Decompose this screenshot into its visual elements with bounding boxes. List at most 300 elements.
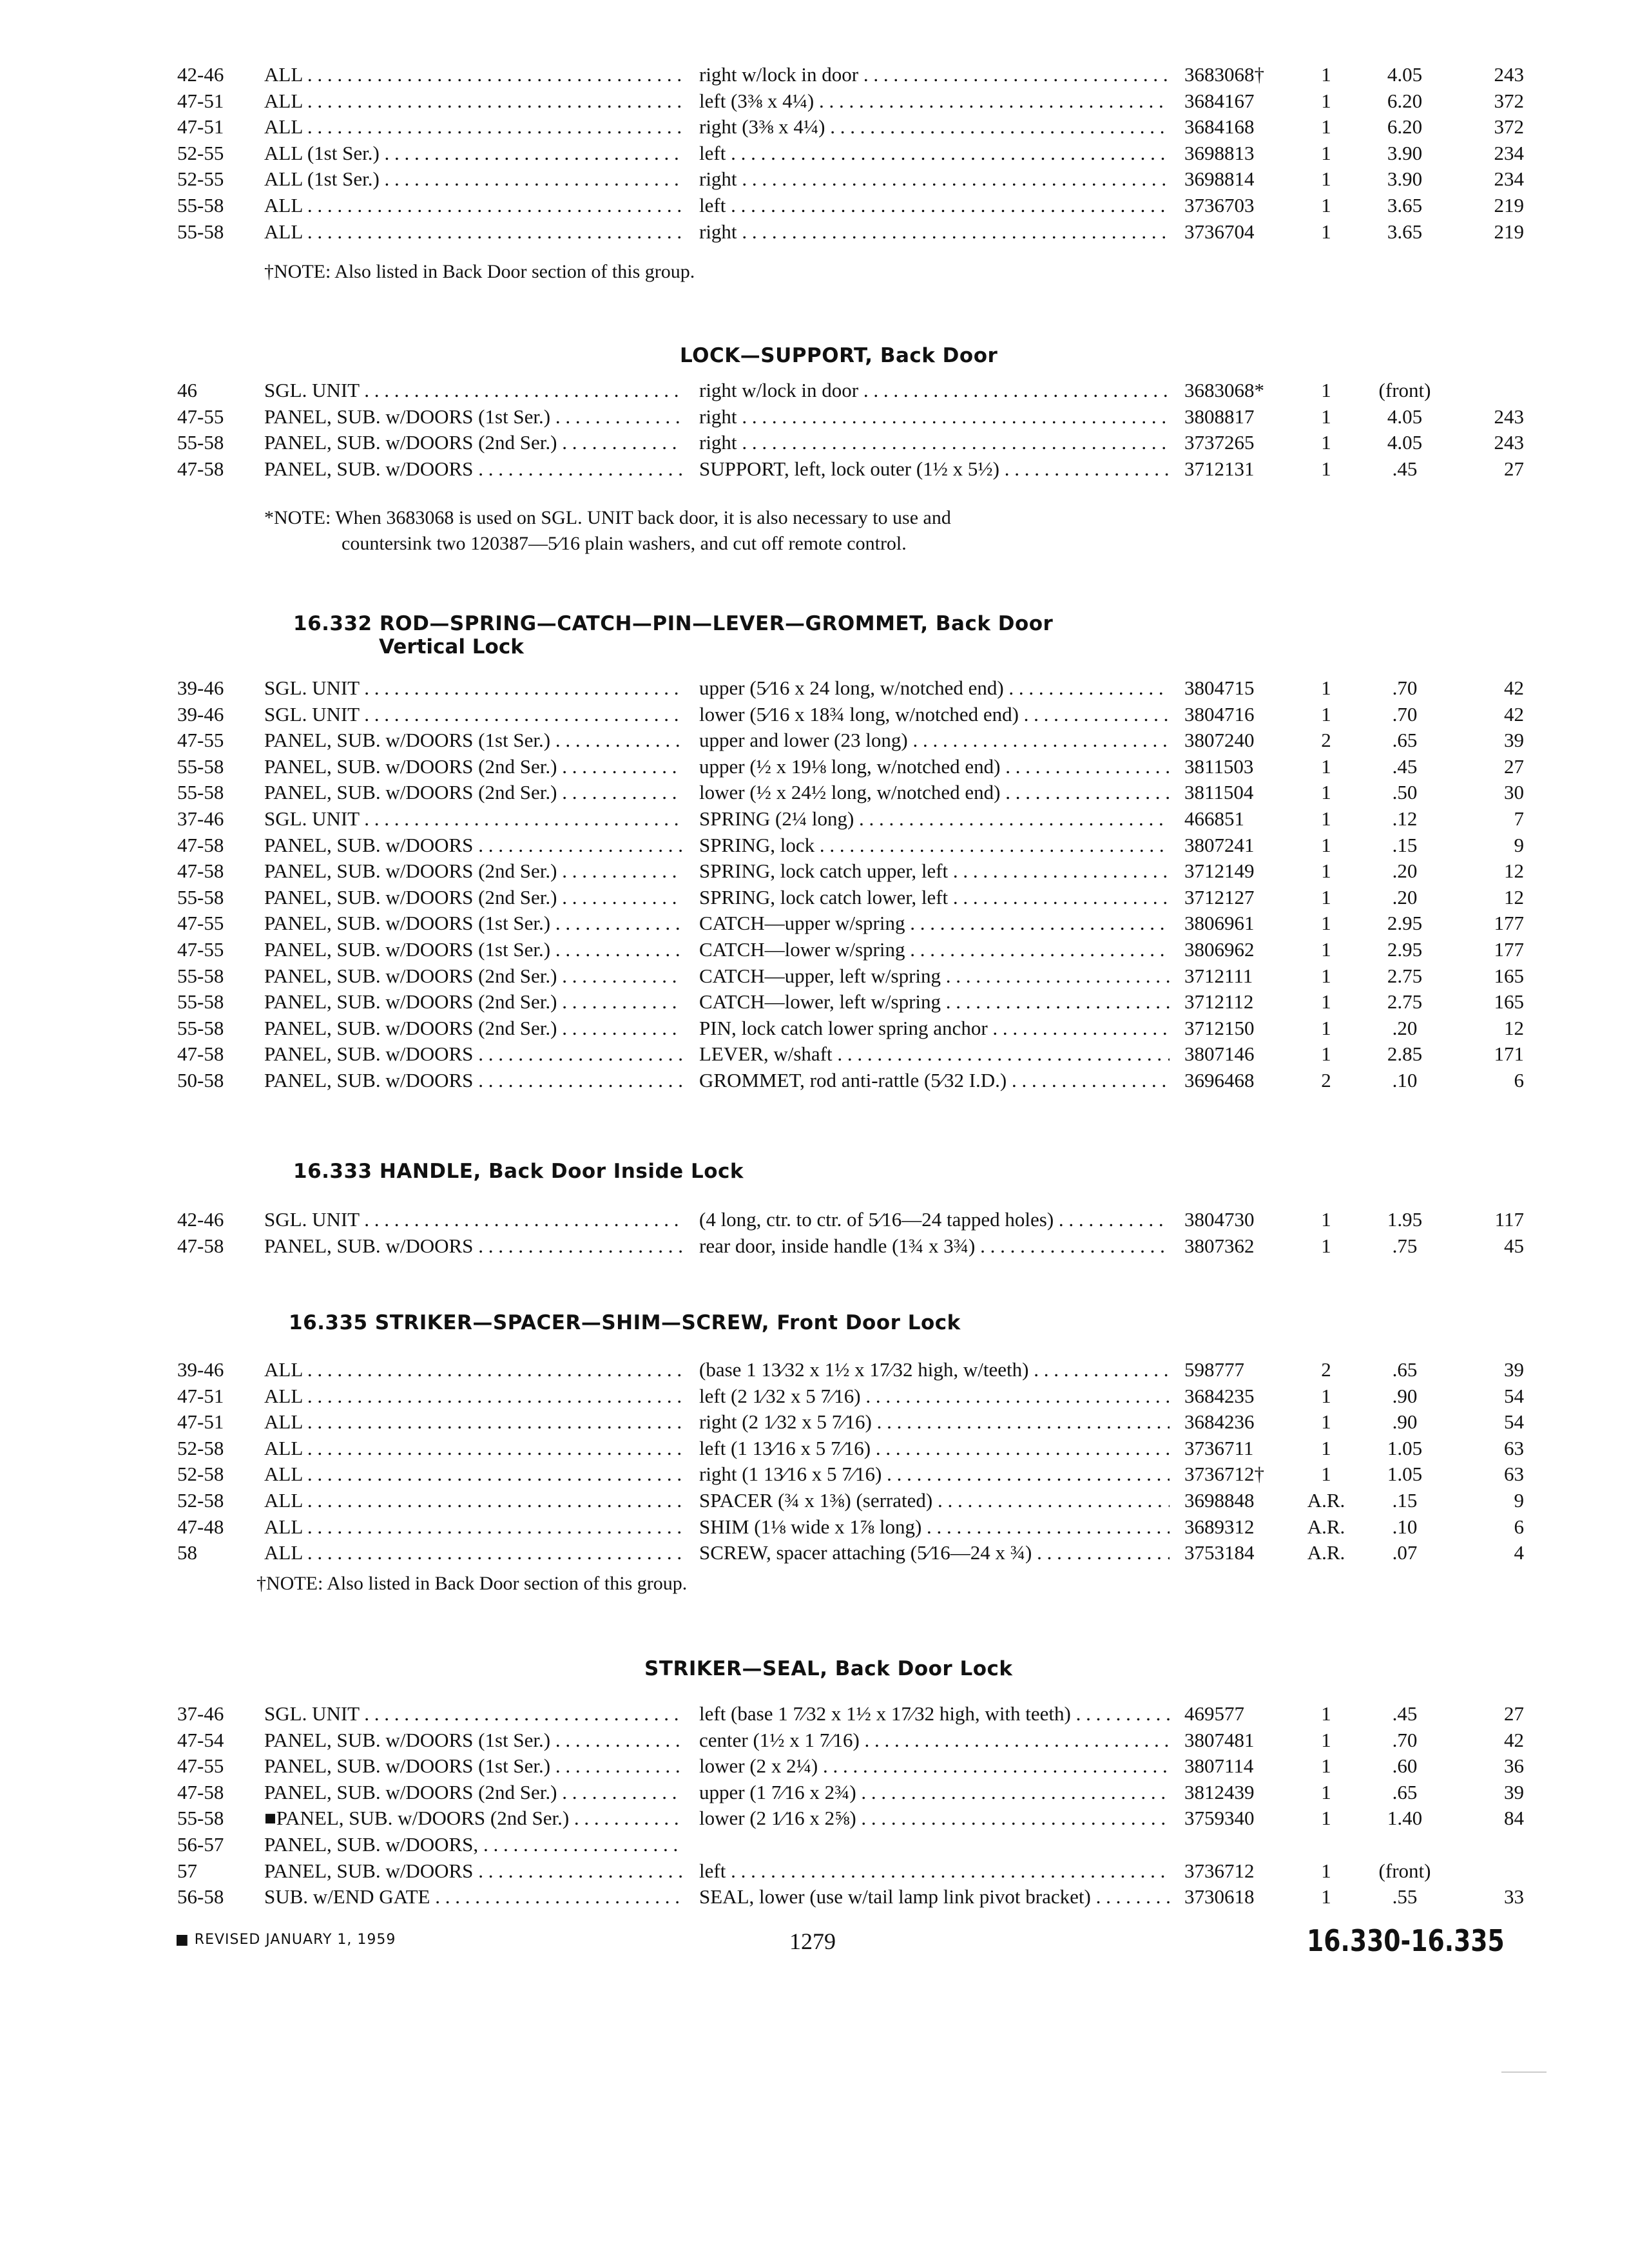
quantity-cell: A.R. [1307,1541,1345,1564]
code-cell: 27 [1504,754,1524,778]
note: †NOTE: Also listed in Back Door section of this group. [264,261,695,282]
note: *NOTE: When 3683068 is used on SGL. UNIT back door, it is also necessary to use and [264,507,951,528]
part-number-cell: 3806962 [1184,938,1255,961]
code-cell: 27 [1504,457,1524,480]
section-subheading: Vertical Lock [379,635,524,658]
code-cell: 219 [1494,194,1524,216]
table-row [0,379,1629,405]
table-row [0,912,1629,937]
description-cell: SPRING, lock catch lower, left . . . [699,886,1170,909]
table-row [0,431,1629,457]
model-cell: PANEL, SUB. w/DOORS (2nd Ser.) . . . [264,781,683,804]
table-row [0,755,1629,781]
table-row [0,807,1629,833]
year-cell: 47-48 [177,1515,224,1538]
code-cell: 372 [1494,89,1524,112]
price-cell: .65 [1392,1780,1418,1803]
code-cell: 177 [1494,938,1524,961]
table-row [0,90,1629,115]
description-cell: SPRING, lock catch upper, left . . . [699,860,1170,883]
description-cell: GROMMET, rod anti-rattle (5⁄32 I.D.) . . . [699,1069,1170,1092]
description-cell: right w/lock in door . . . [699,379,1170,402]
model-cell: ALL (1st Ser.) . . . [264,142,683,165]
model-cell: ALL . . . [264,1385,683,1408]
model-cell: SGL. UNIT . . . [264,703,683,726]
model-cell: ALL . . . [264,1489,683,1512]
year-cell: 39-46 [177,677,224,699]
price-cell: 2.75 [1387,964,1423,987]
quantity-cell: 1 [1321,938,1331,961]
part-number-cell: 3807481 [1184,1728,1255,1751]
price-cell: .65 [1392,1358,1418,1381]
table-row [0,1885,1629,1911]
year-cell: 47-51 [177,1384,224,1407]
price-cell: .20 [1392,1016,1418,1039]
description-cell: right (2 1⁄32 x 5 7⁄16) . . . [699,1410,1170,1434]
description-cell: right . . . [699,405,1170,428]
table-row [0,965,1629,990]
year-cell: 39-46 [177,702,224,726]
code-cell: 234 [1494,141,1524,164]
code-cell: 9 [1514,1489,1524,1512]
code-cell: 42 [1504,702,1524,726]
price-cell: 3.90 [1387,141,1423,164]
model-cell: PANEL, SUB. w/DOORS (1st Ser.) . . . [264,1729,683,1752]
model-cell: ALL . . . [264,63,683,86]
quantity-cell: 1 [1321,1016,1331,1039]
quantity-cell: 1 [1321,1754,1331,1778]
year-cell: 52-55 [177,168,224,191]
year-cell: 37-46 [177,807,224,830]
code-cell: 30 [1504,781,1524,804]
quantity-cell: 1 [1321,1859,1331,1882]
price-cell: .07 [1392,1541,1418,1564]
model-cell: PANEL, SUB. w/DOORS (2nd Ser.) . . . [264,990,683,1014]
table-row [0,886,1629,912]
code-cell: 9 [1514,833,1524,856]
code-cell: 36 [1504,1754,1524,1778]
part-number-cell: 3759340 [1184,1807,1255,1830]
year-cell: 55-58 [177,781,224,804]
quantity-cell: 1 [1321,1208,1331,1231]
year-cell: 47-55 [177,405,224,428]
description-cell: LEVER, w/shaft . . . [699,1043,1170,1066]
part-number-cell: 3811504 [1184,781,1254,804]
year-cell: 55-58 [177,194,224,216]
year-cell: 50-58 [177,1069,224,1091]
quantity-cell: 1 [1321,860,1331,883]
quantity-cell: 1 [1321,405,1331,428]
year-cell: 55-58 [177,431,224,454]
model-cell: PANEL, SUB. w/DOORS . . . [264,1235,683,1258]
table-row [0,990,1629,1016]
table-row [0,1385,1629,1410]
part-number-cell: 3736712 [1184,1859,1255,1882]
price-cell: .50 [1392,781,1418,804]
price-cell: 2.75 [1387,990,1423,1014]
code-cell: 243 [1494,431,1524,454]
code-cell: 12 [1504,885,1524,908]
price-cell: .12 [1392,807,1418,830]
year-cell: 47-55 [177,912,224,935]
part-number-cell: 3807114 [1184,1754,1254,1778]
quantity-cell: 1 [1321,1702,1331,1725]
year-cell: 55-58 [177,885,224,908]
table-row [0,1043,1629,1068]
description-cell: (4 long, ctr. to ctr. of 5⁄16—24 tapped holes) . . . [699,1208,1170,1231]
table-row [0,405,1629,431]
price-cell: 3.65 [1387,194,1423,216]
note: †NOTE: Also listed in Back Door section of this group. [256,1573,688,1594]
year-cell: 47-58 [177,833,224,856]
code-cell: 39 [1504,1780,1524,1803]
description-cell: left (2 1⁄32 x 5 7⁄16) . . . [699,1385,1170,1408]
description-cell: upper and lower (23 long) . . . [699,729,1170,752]
part-number-cell: 3696468 [1184,1069,1255,1091]
quantity-cell: 1 [1321,89,1331,112]
quantity-cell: 1 [1321,781,1331,804]
description-cell: CATCH—lower, left w/spring . . . [699,990,1170,1014]
price-cell: .70 [1392,677,1418,699]
quantity-cell: 1 [1321,990,1331,1014]
description-cell: left . . . [699,194,1170,217]
price-cell: 3.90 [1387,168,1423,191]
price-cell: 2.95 [1387,912,1423,935]
table-row [0,1807,1629,1832]
price-cell: .65 [1392,729,1418,752]
price-cell: .90 [1392,1410,1418,1434]
model-cell: PANEL, SUB. w/DOORS . . . [264,834,683,857]
code-cell: 219 [1494,220,1524,243]
model-cell: PANEL, SUB. w/DOORS (1st Ser.) . . . [264,912,683,935]
description-cell: right (1 13⁄16 x 5 7⁄16) . . . [699,1463,1170,1486]
year-cell: 55-58 [177,964,224,987]
code-cell: 12 [1504,860,1524,883]
code-cell: 6 [1514,1515,1524,1538]
part-number-cell: 3684236 [1184,1410,1255,1434]
part-number-cell: 3689312 [1184,1515,1255,1538]
description-cell: right . . . [699,220,1170,244]
quantity-cell: 1 [1321,754,1331,778]
year-cell: 58 [177,1541,197,1564]
model-cell: PANEL, SUB. w/DOORS, . . . [264,1833,683,1856]
model-cell: SGL. UNIT . . . [264,807,683,831]
quantity-cell: 1 [1321,220,1331,243]
quantity-cell: 1 [1321,63,1331,86]
quantity-cell: 1 [1321,141,1331,164]
price-cell: 1.05 [1387,1436,1423,1459]
table-row [0,220,1629,246]
code-cell: 165 [1494,964,1524,987]
code-cell: 177 [1494,912,1524,935]
part-number-cell: 3736712† [1184,1463,1264,1486]
code-cell: 6 [1514,1069,1524,1091]
part-number-cell: 3684235 [1184,1384,1255,1407]
part-number-cell: 3712131 [1184,457,1255,480]
table-row [0,1437,1629,1463]
table-row [0,1069,1629,1095]
year-cell: 47-55 [177,1754,224,1778]
description-cell: left (base 1 7⁄32 x 1½ x 17⁄32 high, with teeth) . . . [699,1702,1170,1725]
code-cell: 39 [1504,1358,1524,1381]
scan-mark [1501,2071,1547,2073]
table-row [0,63,1629,89]
description-cell: SCREW, spacer attaching (5⁄16—24 x ¾) . . . [699,1541,1170,1564]
description-cell: SEAL, lower (use w/tail lamp link pivot bracket) . . . [699,1885,1170,1908]
part-number-cell: 3712112 [1184,990,1254,1014]
year-cell: 47-58 [177,1780,224,1803]
year-cell: 47-55 [177,938,224,961]
part-number-cell: 3736711 [1184,1436,1254,1459]
code-cell: 243 [1494,63,1524,86]
code-cell: 63 [1504,1463,1524,1486]
model-cell: PANEL, SUB. w/DOORS . . . [264,457,683,481]
part-number-cell: 469577 [1184,1702,1244,1725]
price-cell: .45 [1392,457,1418,480]
table-row [0,142,1629,168]
description-cell: SPACER (¾ x 1⅜) (serrated) . . . [699,1489,1170,1512]
quantity-cell: A.R. [1307,1489,1345,1512]
part-number-cell: 3737265 [1184,431,1255,454]
year-cell: 56-58 [177,1885,224,1908]
table-row [0,1754,1629,1780]
model-cell: ALL . . . [264,1358,683,1381]
quantity-cell: 1 [1321,702,1331,726]
table-row [0,1541,1629,1567]
model-cell: PANEL, SUB. w/DOORS (2nd Ser.) . . . [264,431,683,454]
part-number-cell: 3753184 [1184,1541,1255,1564]
price-cell: .60 [1392,1754,1418,1778]
price-cell: .20 [1392,860,1418,883]
table-row [0,457,1629,483]
year-cell: 47-55 [177,729,224,752]
quantity-cell: 1 [1321,807,1331,830]
part-number-cell: 3808817 [1184,405,1255,428]
table-row [0,1860,1629,1885]
quantity-cell: 2 [1321,729,1331,752]
price-cell: 1.95 [1387,1208,1423,1231]
part-number-cell: 3812439 [1184,1780,1255,1803]
year-cell: 47-54 [177,1728,224,1751]
price-cell: .45 [1392,1702,1418,1725]
description-cell: right . . . [699,168,1170,191]
part-number-cell: 3807362 [1184,1234,1255,1257]
model-cell: PANEL, SUB. w/DOORS (2nd Ser.) . . . [264,755,683,778]
code-cell: 171 [1494,1043,1524,1066]
description-cell: (base 1 13⁄32 x 1½ x 17⁄32 high, w/teeth) . . . [699,1358,1170,1381]
quantity-cell: 2 [1321,1069,1331,1091]
part-number-cell: 3807240 [1184,729,1255,752]
description-cell: CATCH—lower w/spring . . . [699,938,1170,961]
model-cell: ■PANEL, SUB. w/DOORS (2nd Ser.) . . . [264,1807,683,1830]
model-cell: SGL. UNIT . . . [264,677,683,700]
table-row [0,1702,1629,1728]
description-cell: right (3⅜ x 4¼) . . . [699,115,1170,139]
year-cell: 47-51 [177,89,224,112]
part-number-cell: 466851 [1184,807,1244,830]
code-cell: 39 [1504,729,1524,752]
description-cell: upper (5⁄16 x 24 long, w/notched end) . . . [699,677,1170,700]
page-number: 1279 [789,1928,836,1954]
year-cell: 47-58 [177,457,224,480]
table-row [0,168,1629,193]
part-number-cell: 3730618 [1184,1885,1255,1908]
code-cell: 63 [1504,1436,1524,1459]
year-cell: 47-58 [177,1043,224,1066]
model-cell: PANEL, SUB. w/DOORS (2nd Ser.) . . . [264,1017,683,1040]
part-number-cell: 3684168 [1184,115,1255,139]
year-cell: 37-46 [177,1702,224,1725]
code-cell: 84 [1504,1807,1524,1830]
code-cell: 42 [1504,677,1524,699]
quantity-cell: 1 [1321,1463,1331,1486]
description-cell: lower (2 x 2¼) . . . [699,1754,1170,1778]
note: countersink two 120387—5⁄16 plain washers, and cut off remote control. [342,533,907,554]
description-cell: lower (½ x 24½ long, w/notched end) . . . [699,781,1170,804]
table-row [0,677,1629,702]
part-number-cell: 3811503 [1184,754,1254,778]
model-cell: PANEL, SUB. w/DOORS (1st Ser.) . . . [264,729,683,752]
part-number-cell: 3683068* [1184,379,1264,401]
quantity-cell: 1 [1321,379,1331,401]
section-heading: LOCK—SUPPORT, Back Door [680,344,998,367]
description-cell: upper (1 7⁄16 x 2¾) . . . [699,1781,1170,1804]
model-cell: ALL . . . [264,1541,683,1564]
table-row [0,1833,1629,1859]
model-cell: PANEL, SUB. w/DOORS . . . [264,1069,683,1092]
quantity-cell: 1 [1321,1885,1331,1908]
price-cell: 4.05 [1387,431,1423,454]
part-number-cell: 3804716 [1184,702,1255,726]
code-cell: 27 [1504,1702,1524,1725]
quantity-cell: 2 [1321,1358,1331,1381]
description-cell: SUPPORT, left, lock outer (1½ x 5½) . . . [699,457,1170,481]
part-number-cell: 3807146 [1184,1043,1255,1066]
table-row [0,729,1629,754]
table-row [0,703,1629,729]
model-cell: PANEL, SUB. w/DOORS (1st Ser.) . . . [264,405,683,428]
year-cell: 47-58 [177,1234,224,1257]
description-cell: SPRING (2¼ long) . . . [699,807,1170,831]
table-row [0,1358,1629,1384]
model-cell: PANEL, SUB. w/DOORS (2nd Ser.) . . . [264,860,683,883]
code-cell: 243 [1494,405,1524,428]
price-cell: 2.85 [1387,1043,1423,1066]
quantity-cell: A.R. [1307,1515,1345,1538]
code-cell: 33 [1504,1885,1524,1908]
code-cell: 4 [1514,1541,1524,1564]
price-cell: .15 [1392,833,1418,856]
model-cell: ALL . . . [264,1463,683,1486]
quantity-cell: 1 [1321,964,1331,987]
description-cell: rear door, inside handle (1¾ x 3¾) . . . [699,1235,1170,1258]
year-cell: 47-58 [177,860,224,883]
description-cell: left (1 13⁄16 x 5 7⁄16) . . . [699,1437,1170,1460]
price-cell: 6.20 [1387,115,1423,139]
quantity-cell: 1 [1321,833,1331,856]
year-cell: 42-46 [177,63,224,86]
price-cell: 4.05 [1387,405,1423,428]
part-number-cell: 3804730 [1184,1208,1255,1231]
model-cell: PANEL, SUB. w/DOORS (2nd Ser.) . . . [264,886,683,909]
description-cell: right . . . [699,431,1170,454]
model-cell: ALL . . . [264,90,683,113]
table-row [0,938,1629,964]
quantity-cell: 1 [1321,194,1331,216]
quantity-cell: 1 [1321,1043,1331,1066]
part-number-cell: 3684167 [1184,89,1255,112]
model-cell: PANEL, SUB. w/DOORS (2nd Ser.) . . . [264,965,683,988]
quantity-cell: 1 [1321,1780,1331,1803]
code-cell: 165 [1494,990,1524,1014]
section-heading: 16.335 STRIKER—SPACER—SHIM—SCREW, Front Door Lock [289,1311,961,1334]
price-cell: .75 [1392,1234,1418,1257]
part-number-cell: 3698814 [1184,168,1255,191]
table-row [0,1729,1629,1754]
year-cell: 55-58 [177,1016,224,1039]
price-cell: .10 [1392,1515,1418,1538]
quantity-cell: 1 [1321,1410,1331,1434]
description-cell: center (1½ x 1 7⁄16) . . . [699,1729,1170,1752]
model-cell: PANEL, SUB. w/DOORS . . . [264,1043,683,1066]
model-cell: ALL . . . [264,115,683,139]
table-row [0,1235,1629,1260]
part-number-cell: 3712150 [1184,1016,1255,1039]
price-cell: .90 [1392,1384,1418,1407]
year-cell: 47-51 [177,1410,224,1434]
price-cell: .20 [1392,885,1418,908]
quantity-cell: 1 [1321,431,1331,454]
part-number-cell: 3736703 [1184,194,1255,216]
description-cell: PIN, lock catch lower spring anchor . . . [699,1017,1170,1040]
quantity-cell: 1 [1321,1384,1331,1407]
description-cell: lower (5⁄16 x 18¾ long, w/notched end) . . . [699,703,1170,726]
table-row [0,115,1629,141]
price-cell: (front) [1378,1859,1431,1882]
table-row [0,1489,1629,1515]
model-cell: ALL . . . [264,1515,683,1539]
year-cell: 52-58 [177,1436,224,1459]
description-cell: CATCH—upper, left w/spring . . . [699,965,1170,988]
year-cell: 52-58 [177,1463,224,1486]
description-cell: left (3⅜ x 4¼) . . . [699,90,1170,113]
year-cell: 57 [177,1859,197,1882]
table-row [0,1410,1629,1436]
description-cell: SPRING, lock . . . [699,834,1170,857]
quantity-cell: 1 [1321,1728,1331,1751]
part-number-cell: 3804715 [1184,677,1255,699]
code-cell: 45 [1504,1234,1524,1257]
description-cell: upper (½ x 19⅛ long, w/notched end) . . . [699,755,1170,778]
description-cell: left . . . [699,1860,1170,1883]
price-cell: .45 [1392,754,1418,778]
table-row [0,194,1629,220]
code-cell: 12 [1504,1016,1524,1039]
section-heading: 16.332 ROD—SPRING—CATCH—PIN—LEVER—GROMMET, Back Door [293,612,1054,635]
part-number-cell: 3806961 [1184,912,1255,935]
year-cell: 52-58 [177,1489,224,1512]
code-cell: 372 [1494,115,1524,139]
description-cell: lower (2 1⁄16 x 2⅝) . . . [699,1807,1170,1830]
quantity-cell: 1 [1321,885,1331,908]
description-cell: SHIM (1⅛ wide x 1⅞ long) . . . [699,1515,1170,1539]
code-cell: 117 [1494,1208,1524,1231]
price-cell: 4.05 [1387,63,1423,86]
model-cell: PANEL, SUB. w/DOORS (1st Ser.) . . . [264,1754,683,1778]
price-cell: .70 [1392,1728,1418,1751]
quantity-cell: 1 [1321,115,1331,139]
year-cell: 55-58 [177,990,224,1014]
